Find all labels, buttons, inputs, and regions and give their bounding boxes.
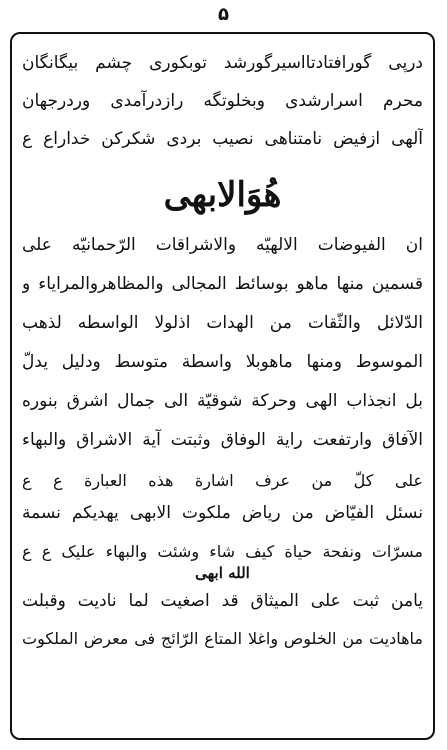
- heading: هُوَالابهی: [163, 175, 282, 215]
- poem-line: محرم اسرارشدی وبخلوتگه رازدرآمدی وردرجهان: [22, 91, 423, 111]
- body-line: الآفاق وارتفعت رایة الوفاق وثبتت آیة الاشراق والبهاء: [22, 430, 423, 450]
- body-line: الموسوط ومنها ماهوبلا واسطة متوسط ودلیل یدلّ: [22, 352, 423, 372]
- closing-line: یامن ثبت علی المیثاق قد اصغیت لما نادیت وقبلت: [22, 591, 423, 611]
- subheading: الله ابهی: [195, 564, 250, 582]
- body-line: علی کلّ من عرف اشارة هذه العبارة ع ع: [22, 471, 423, 490]
- poem-line: درپی گورافتادتااسیرگورشد توبکوری چشم بیگانگان: [22, 53, 423, 73]
- body-line: ان الفیوضات الالهیّه والاشراقات الرّحمانیّه علی: [22, 235, 423, 255]
- body-line: بل انجذاب الهی وحرکة شوقیّة الی جمال اشرق بنوره: [22, 391, 423, 411]
- body-line: الدّلائل والثّقات من الهدات اذلولا الواسطه لذهب: [22, 313, 423, 333]
- body-line: قسمین منها ماهو بوسائط المجالی والمظاهروالمرایاء و: [22, 274, 423, 294]
- page-number: ۵: [218, 4, 229, 25]
- closing-line: ماهادیت من الخلوص واغلا المتاع الرّائج فی معرض الملکوت: [22, 629, 423, 648]
- poem-line: آلهی ازفیض نامتناهی نصیب بردی شکرکن خداراع ع: [22, 129, 423, 149]
- body-line: نسئل الفیّاض من ریاض ملکوت الابهی یهدیکم نسمة: [22, 503, 423, 523]
- body-line: مسرّات ونفحة حیاة کیف شاء وشئت والبهاء علیک ع ع: [22, 542, 423, 561]
- text-frame: [10, 32, 435, 740]
